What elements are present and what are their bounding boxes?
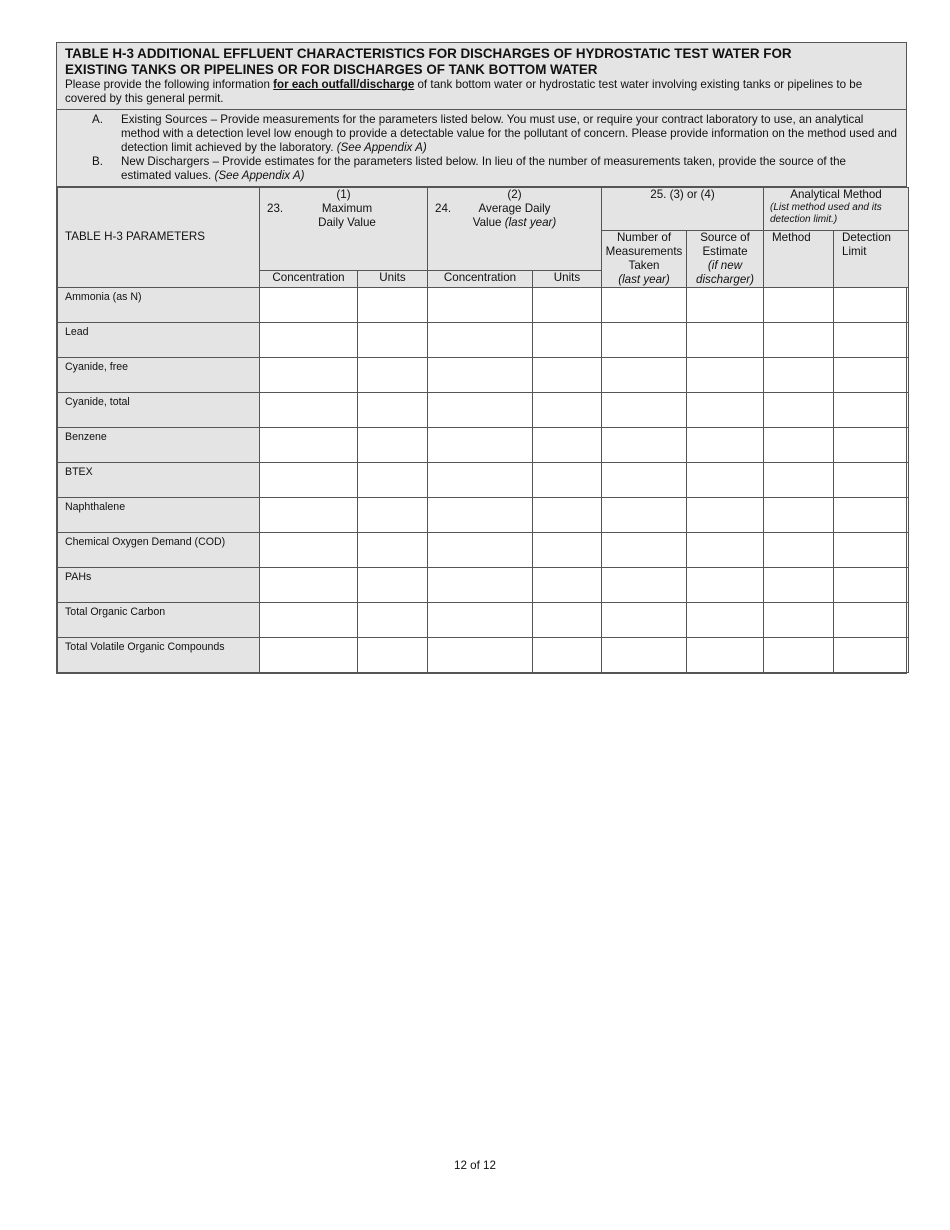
avg-concentration-cell[interactable] bbox=[428, 357, 533, 392]
max-concentration-cell[interactable] bbox=[260, 392, 358, 427]
method-cell[interactable] bbox=[764, 637, 834, 672]
measurements-taken-cell[interactable] bbox=[602, 532, 687, 567]
parameter-rows bbox=[58, 287, 909, 672]
intro-emphasis: for each outfall/discharge bbox=[273, 78, 415, 91]
avg-units-cell[interactable] bbox=[533, 427, 602, 462]
avg-units-cell[interactable] bbox=[533, 392, 602, 427]
col2-header bbox=[428, 188, 602, 231]
instructions bbox=[57, 110, 906, 187]
parameter-name: Benzene bbox=[58, 427, 260, 462]
max-concentration-cell[interactable] bbox=[260, 637, 358, 672]
table-title bbox=[65, 46, 898, 78]
col4-line2: Estimate bbox=[702, 244, 748, 258]
detection-limit-cell[interactable] bbox=[834, 497, 909, 532]
parameter-name: Cyanide, free bbox=[58, 357, 260, 392]
analytical-method-header bbox=[764, 188, 909, 231]
avg-concentration-cell[interactable] bbox=[428, 322, 533, 357]
method-cell[interactable] bbox=[764, 427, 834, 462]
avg-concentration-cell[interactable] bbox=[428, 392, 533, 427]
max-units-cell[interactable] bbox=[358, 497, 428, 532]
avg-units-cell[interactable] bbox=[533, 567, 602, 602]
intro-prefix: Please provide the following information bbox=[65, 78, 274, 91]
col1-header bbox=[260, 188, 428, 231]
estimate-source-cell[interactable] bbox=[687, 287, 764, 322]
form-frame bbox=[56, 42, 907, 674]
detection-limit-header bbox=[834, 230, 909, 287]
page-number: 12 of 12 bbox=[454, 1159, 496, 1172]
max-units-cell[interactable] bbox=[358, 357, 428, 392]
col3-line2: Measurements bbox=[605, 244, 683, 258]
concentration-label: Concentration bbox=[272, 270, 345, 284]
max-concentration-cell[interactable] bbox=[260, 532, 358, 567]
avg-concentration-cell[interactable] bbox=[428, 567, 533, 602]
avg-concentration-cell[interactable] bbox=[428, 497, 533, 532]
detection-limit-cell[interactable] bbox=[834, 532, 909, 567]
estimate-source-cell[interactable] bbox=[687, 427, 764, 462]
col1-number: (1) bbox=[336, 188, 351, 201]
title-line-1: TABLE H-3 ADDITIONAL EFFLUENT CHARACTERISTICS FOR DISCHARGES OF HYDROSTATIC TEST WATER FOR bbox=[65, 46, 792, 61]
avg-concentration-cell[interactable] bbox=[428, 287, 533, 322]
col1-header-spacer bbox=[260, 230, 428, 270]
col2-item-number: 24. bbox=[435, 202, 452, 215]
estimate-source-cell[interactable] bbox=[687, 322, 764, 357]
measurements-taken-cell[interactable] bbox=[602, 497, 687, 532]
detection-limit-cell[interactable] bbox=[834, 322, 909, 357]
parameter-name: Naphthalene bbox=[58, 497, 260, 532]
avg-concentration-cell[interactable] bbox=[428, 427, 533, 462]
parameters-table bbox=[57, 187, 909, 673]
max-units-cell[interactable] bbox=[358, 427, 428, 462]
table-row bbox=[58, 532, 909, 567]
estimate-source-cell[interactable] bbox=[687, 602, 764, 637]
avg-concentration-cell[interactable] bbox=[428, 637, 533, 672]
avg-concentration-cell[interactable] bbox=[428, 462, 533, 497]
max-concentration-cell[interactable] bbox=[260, 357, 358, 392]
table-row bbox=[58, 462, 909, 497]
avg-concentration-cell[interactable] bbox=[428, 602, 533, 637]
measurements-taken-cell[interactable] bbox=[602, 602, 687, 637]
col1-label bbox=[260, 202, 427, 230]
measurements-taken-cell[interactable] bbox=[602, 567, 687, 602]
table-row bbox=[58, 357, 909, 392]
col2-label-text bbox=[467, 202, 562, 230]
table-row bbox=[58, 497, 909, 532]
method-cell[interactable] bbox=[764, 322, 834, 357]
analytical-method-note: (List method used and its detection limit.) bbox=[770, 202, 882, 225]
avg-units-cell[interactable] bbox=[533, 532, 602, 567]
estimate-source-cell[interactable] bbox=[687, 637, 764, 672]
col1-concentration-header bbox=[260, 270, 358, 287]
col1-label-line1: Maximum bbox=[321, 202, 373, 215]
detection-limit-line2: Limit bbox=[842, 244, 867, 258]
instruction-body bbox=[121, 155, 898, 183]
max-units-cell[interactable] bbox=[358, 532, 428, 567]
col2-units-header bbox=[533, 270, 602, 287]
max-units-cell[interactable] bbox=[358, 322, 428, 357]
appendix-reference: (See Appendix A) bbox=[214, 169, 305, 182]
max-concentration-cell[interactable] bbox=[260, 497, 358, 532]
method-cell[interactable] bbox=[764, 497, 834, 532]
detection-limit-cell[interactable] bbox=[834, 357, 909, 392]
max-units-cell[interactable] bbox=[358, 602, 428, 637]
analytical-method-title: Analytical Method bbox=[790, 188, 882, 201]
avg-units-cell[interactable] bbox=[533, 462, 602, 497]
max-concentration-cell[interactable] bbox=[260, 602, 358, 637]
estimate-source-cell[interactable] bbox=[687, 567, 764, 602]
max-units-cell[interactable] bbox=[358, 462, 428, 497]
table-row bbox=[58, 287, 909, 322]
instruction-text: Existing Sources – Provide measurements for the parameters listed below. You must use, or require your contract laboratory to use, an analytical method with a detection level low enough to provide a detectable value for the pollutant of concern. Please provide information on the method used and detection limit achieved by the laboratory. bbox=[121, 113, 897, 154]
col2-label bbox=[428, 202, 601, 230]
col1-label-text bbox=[312, 202, 382, 230]
intro-suffix: of tank bottom water or hydrostatic test water involving existing tanks or pipelines to be covered by this general permit. bbox=[65, 78, 863, 105]
col1-item-number: 23. bbox=[267, 202, 284, 215]
parameter-name: Ammonia (as N) bbox=[58, 287, 260, 322]
detection-limit-cell[interactable] bbox=[834, 602, 909, 637]
method-cell[interactable] bbox=[764, 392, 834, 427]
col2-label-line2: Value bbox=[472, 216, 502, 229]
method-cell[interactable] bbox=[764, 462, 834, 497]
max-concentration-cell[interactable] bbox=[260, 567, 358, 602]
measurements-taken-cell[interactable] bbox=[602, 322, 687, 357]
col34-header bbox=[602, 188, 764, 231]
estimate-source-cell[interactable] bbox=[687, 497, 764, 532]
estimate-source-cell[interactable] bbox=[687, 462, 764, 497]
col34-label: 25. (3) or (4) bbox=[650, 188, 715, 201]
col4-italic2: discharger) bbox=[696, 272, 754, 286]
avg-units-cell[interactable] bbox=[533, 357, 602, 392]
col2-number: (2) bbox=[507, 188, 522, 201]
table-row bbox=[58, 567, 909, 602]
instruction-letter: A. bbox=[92, 113, 103, 126]
parameter-name: Chemical Oxygen Demand (COD) bbox=[58, 532, 260, 567]
col1-units-header bbox=[358, 270, 428, 287]
parameters-header-label: TABLE H-3 PARAMETERS bbox=[65, 230, 206, 244]
col3-line3: Taken bbox=[628, 258, 660, 272]
col2-label-line1: Average Daily bbox=[478, 202, 551, 215]
method-cell[interactable] bbox=[764, 532, 834, 567]
instruction-b bbox=[65, 155, 898, 183]
units-label: Units bbox=[379, 270, 406, 284]
table-row bbox=[58, 602, 909, 637]
method-label: Method bbox=[772, 230, 811, 244]
estimate-source-cell[interactable] bbox=[687, 357, 764, 392]
instruction-body bbox=[121, 113, 898, 155]
measurements-taken-header bbox=[602, 230, 687, 287]
max-concentration-cell[interactable] bbox=[260, 462, 358, 497]
avg-units-cell[interactable] bbox=[533, 497, 602, 532]
max-units-cell[interactable] bbox=[358, 567, 428, 602]
table-row bbox=[58, 427, 909, 462]
detection-limit-cell[interactable] bbox=[834, 462, 909, 497]
col2-concentration-header bbox=[428, 270, 533, 287]
detection-limit-cell[interactable] bbox=[834, 427, 909, 462]
max-concentration-cell[interactable] bbox=[260, 287, 358, 322]
detection-limit-line1: Detection bbox=[842, 230, 891, 244]
max-units-cell[interactable] bbox=[358, 392, 428, 427]
avg-units-cell[interactable] bbox=[533, 287, 602, 322]
col3-line1: Number of bbox=[616, 230, 672, 244]
parameter-name: PAHs bbox=[58, 567, 260, 602]
appendix-reference: (See Appendix A) bbox=[336, 141, 427, 154]
avg-units-cell[interactable] bbox=[533, 637, 602, 672]
parameter-name: Total Organic Carbon bbox=[58, 602, 260, 637]
parameter-name: Total Volatile Organic Compounds bbox=[58, 637, 260, 672]
measurements-taken-cell[interactable] bbox=[602, 357, 687, 392]
table-header bbox=[57, 43, 906, 110]
detection-limit-cell[interactable] bbox=[834, 287, 909, 322]
col4-line1: Source of bbox=[700, 230, 750, 244]
method-cell[interactable] bbox=[764, 602, 834, 637]
estimate-source-header bbox=[687, 230, 764, 287]
avg-units-cell[interactable] bbox=[533, 322, 602, 357]
measurements-taken-cell[interactable] bbox=[602, 392, 687, 427]
detection-limit-cell[interactable] bbox=[834, 637, 909, 672]
table-row bbox=[58, 637, 909, 672]
measurements-taken-cell[interactable] bbox=[602, 637, 687, 672]
col1-label-line2: Daily Value bbox=[318, 216, 376, 229]
method-header bbox=[764, 230, 834, 287]
avg-units-cell[interactable] bbox=[533, 602, 602, 637]
title-line-2: EXISTING TANKS OR PIPELINES OR FOR DISCHARGES OF TANK BOTTOM WATER bbox=[65, 62, 598, 77]
table-row bbox=[58, 322, 909, 357]
col2-label-italic: (last year) bbox=[504, 216, 557, 229]
method-cell[interactable] bbox=[764, 287, 834, 322]
col2-header-spacer bbox=[428, 230, 602, 270]
instruction-a bbox=[65, 113, 898, 155]
parameters-header bbox=[58, 188, 260, 288]
method-cell[interactable] bbox=[764, 357, 834, 392]
instruction-text: New Dischargers – Provide estimates for the parameters listed below. In lieu of the number of measurements taken, provide the source of the estimated values. bbox=[121, 155, 846, 182]
parameter-name: BTEX bbox=[58, 462, 260, 497]
max-units-cell[interactable] bbox=[358, 637, 428, 672]
estimate-source-cell[interactable] bbox=[687, 532, 764, 567]
measurements-taken-cell[interactable] bbox=[602, 287, 687, 322]
max-units-cell[interactable] bbox=[358, 287, 428, 322]
detection-limit-cell[interactable] bbox=[834, 392, 909, 427]
measurements-taken-cell[interactable] bbox=[602, 427, 687, 462]
estimate-source-cell[interactable] bbox=[687, 392, 764, 427]
col4-italic1: (if new bbox=[707, 258, 743, 272]
parameter-name: Cyanide, total bbox=[58, 392, 260, 427]
intro-text bbox=[65, 78, 898, 106]
max-concentration-cell[interactable] bbox=[260, 427, 358, 462]
measurements-taken-cell[interactable] bbox=[602, 462, 687, 497]
parameter-name: Lead bbox=[58, 322, 260, 357]
max-concentration-cell[interactable] bbox=[260, 322, 358, 357]
concentration-label: Concentration bbox=[443, 270, 517, 284]
avg-concentration-cell[interactable] bbox=[428, 532, 533, 567]
units-label: Units bbox=[553, 270, 581, 284]
table-row bbox=[58, 392, 909, 427]
instruction-letter: B. bbox=[92, 155, 103, 168]
col3-italic: (last year) bbox=[618, 272, 670, 286]
method-cell[interactable] bbox=[764, 567, 834, 602]
detection-limit-cell[interactable] bbox=[834, 567, 909, 602]
